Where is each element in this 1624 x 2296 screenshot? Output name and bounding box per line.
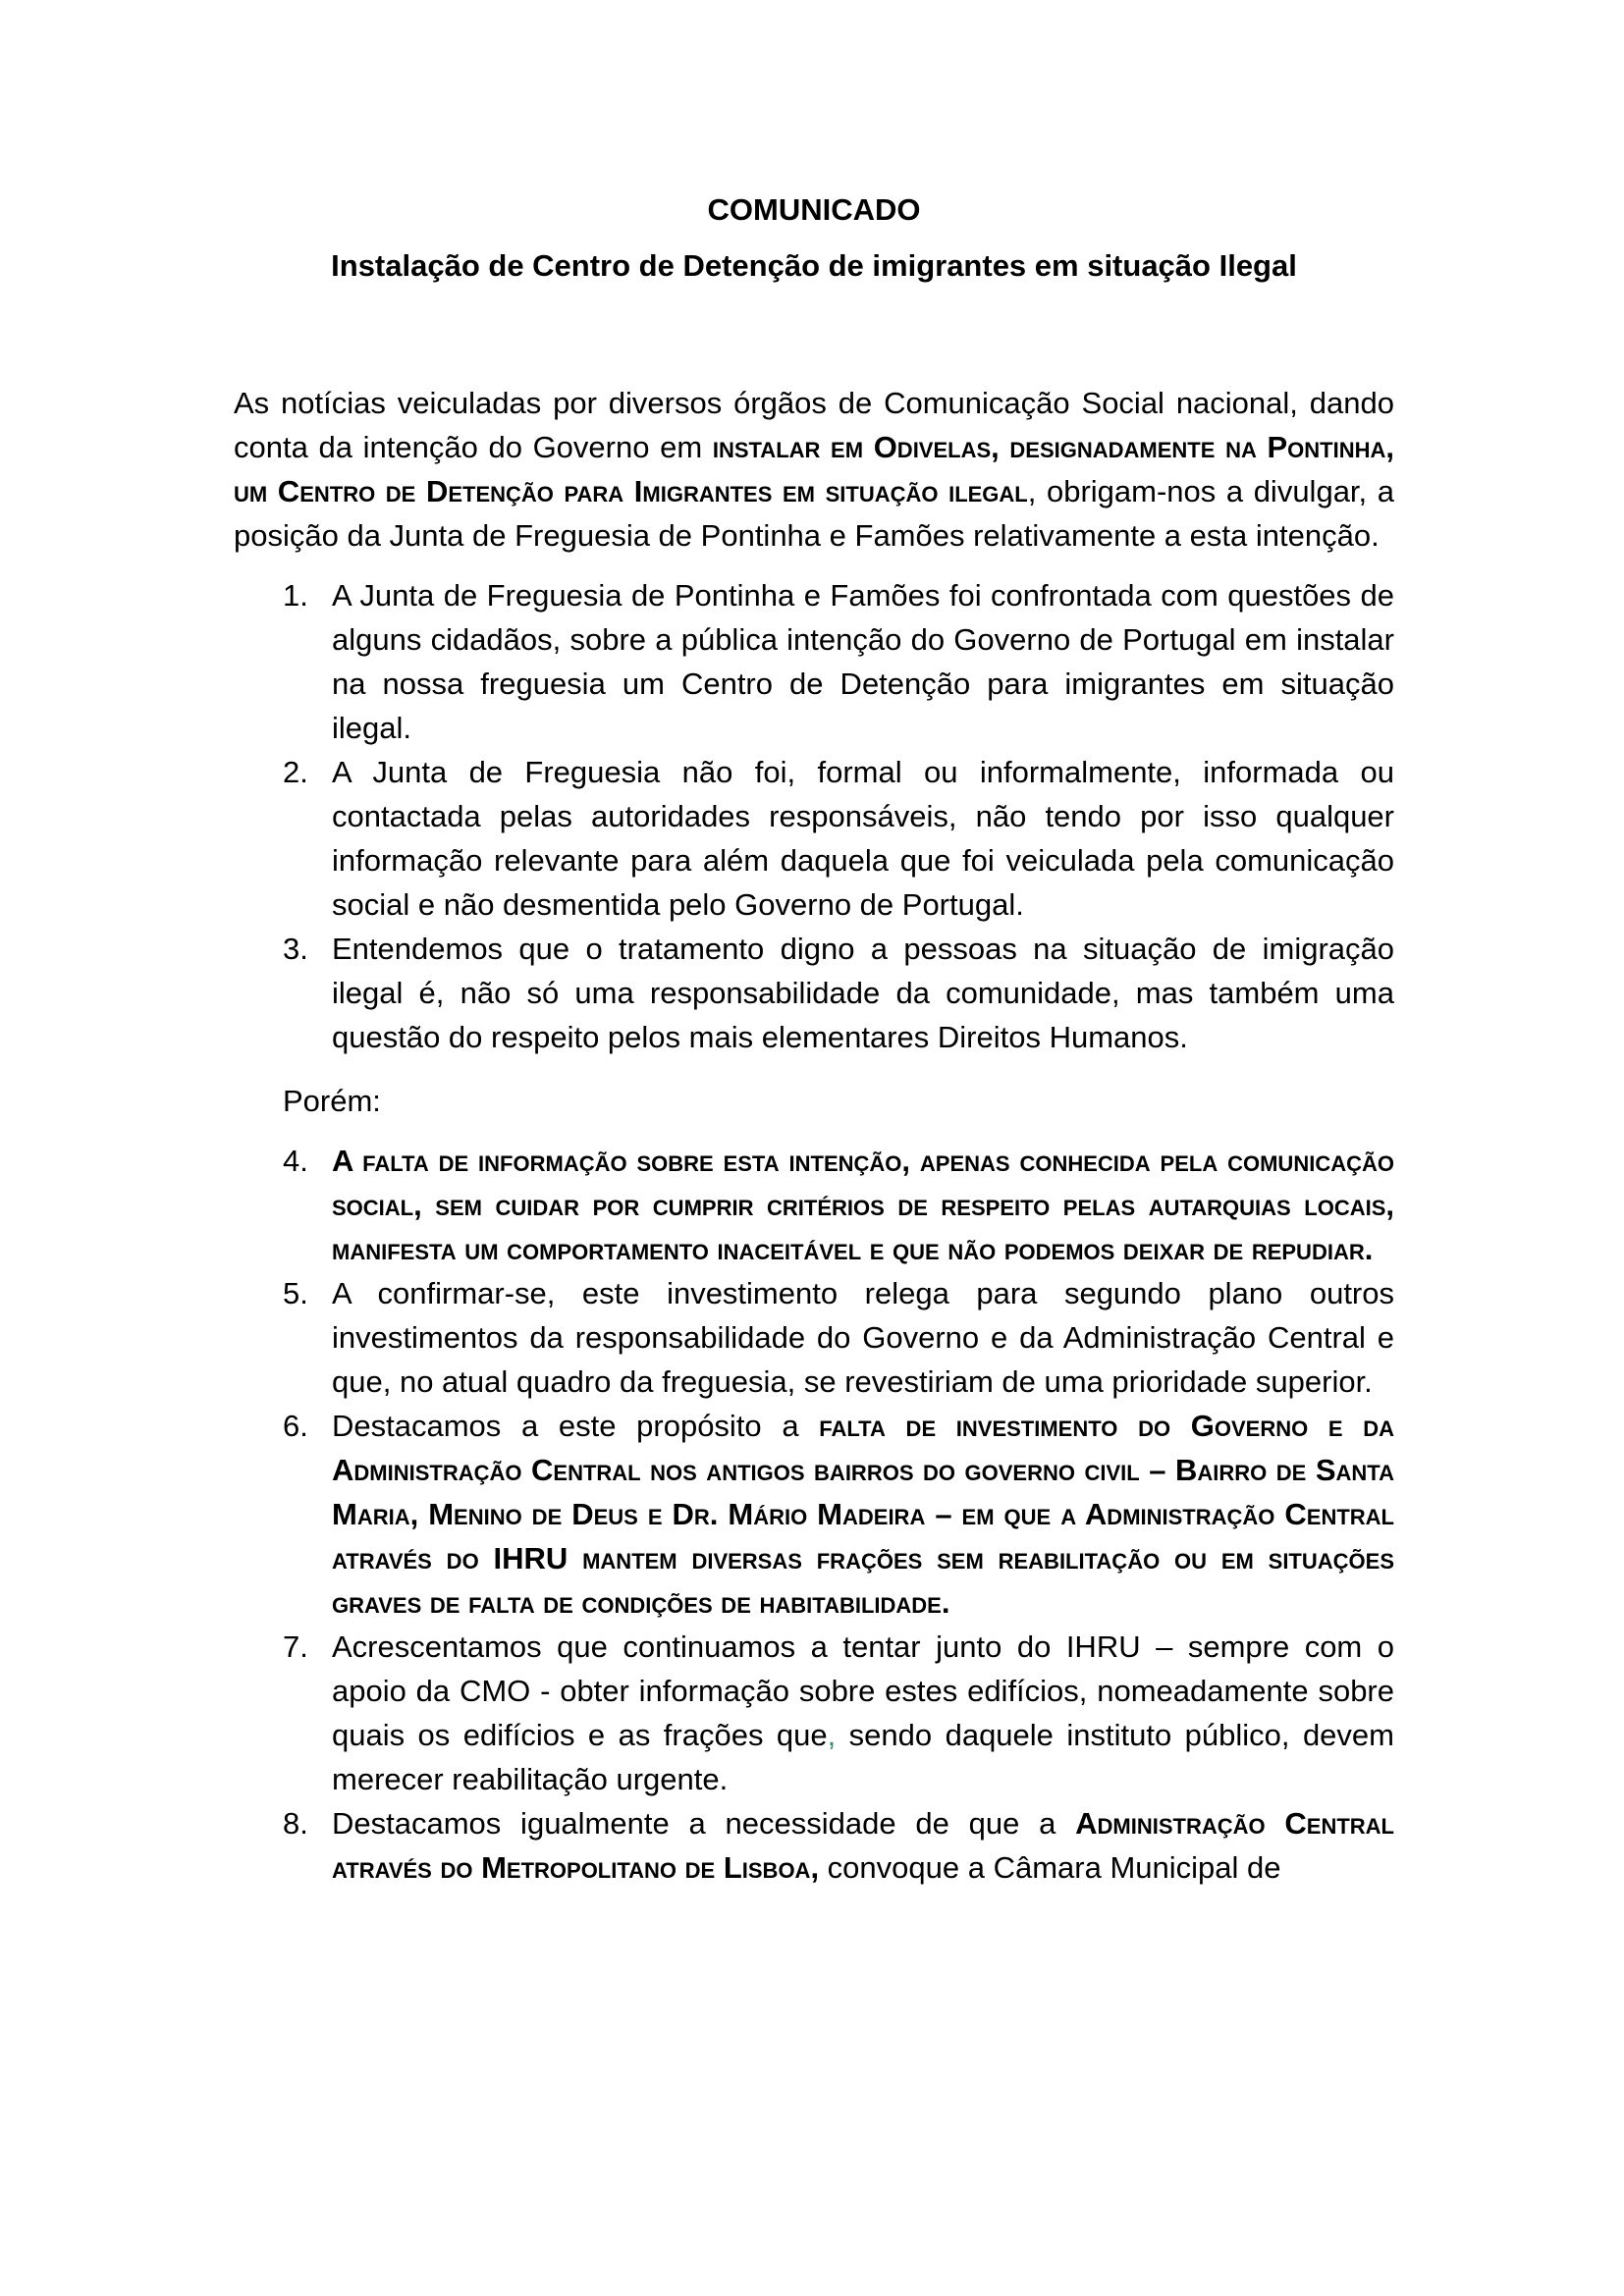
numbered-list-first bbox=[234, 573, 1394, 1059]
list-item-number: 1. bbox=[283, 578, 308, 613]
list-item-text: A Junta de Freguesia de Pontinha e Famões foi confrontada com questões de alguns cidadãos, sobre a pública intenção do Governo de Portugal em instalar na nossa freguesia um Centro de Detenção para imigrantes em situação ilegal. bbox=[332, 578, 1394, 745]
list-item bbox=[234, 1625, 1394, 1801]
list-item-comma: , bbox=[827, 1718, 837, 1752]
list-item-number: 8. bbox=[283, 1806, 308, 1841]
list-item-number: 4. bbox=[283, 1144, 308, 1178]
document-title: COMUNICADO bbox=[707, 192, 921, 227]
list-item-number: 6. bbox=[283, 1409, 308, 1443]
list-item-emphasis: A falta de informação sobre esta intenção, apenas conhecida pela comunicação social, sem cuidar por cumprir critérios de respeito pelas autarquias locais, manifesta um comportamento inaceitável e que não podemos deixar de repudiar. bbox=[332, 1144, 1394, 1266]
list-item-emphasis: falta de investimento do Governo e da Administração Central nos antigos bairros do governo civil – Bairro de Santa Maria, Menino de Deus e Dr. Mário Madeira – em que a Administração Central através do IHRU mantem diversas frações sem reabilitação ou em situações graves de falta de condições de habitabilidade. bbox=[332, 1409, 1395, 1620]
list-item-text-after: convoque a Câmara Municipal de bbox=[819, 1850, 1281, 1885]
porem-label: Porém: bbox=[283, 1084, 381, 1118]
intro-emphasis: instalar em Odivelas, designadamente na Pontinha, um Centro de Detenção para Imigrantes em situação ilegal bbox=[234, 430, 1394, 508]
intro-paragraph bbox=[234, 381, 1394, 558]
list-item-emphasis: Administração Central através do Metropolitano de Lisboa, bbox=[332, 1806, 1394, 1885]
list-item-text: Destacamos a este propósito a bbox=[332, 1409, 820, 1443]
list-item-text-after: sendo daquele instituto público, devem merecer reabilitação urgente. bbox=[332, 1718, 1394, 1796]
list-item bbox=[234, 573, 1394, 750]
list-item-number: 7. bbox=[283, 1629, 308, 1664]
list-item bbox=[234, 927, 1394, 1059]
list-item-text: Acrescentamos que continuamos a tentar junto do IHRU – sempre com o apoio da CMO - obter informação sobre estes edifícios, nomeadamente sobre quais os edifícios e as frações que bbox=[332, 1629, 1394, 1752]
list-item bbox=[234, 750, 1394, 927]
document-page bbox=[234, 191, 1394, 1890]
list-item bbox=[234, 1801, 1394, 1890]
list-item-text: A confirmar-se, este investimento relega para segundo plano outros investimentos da responsabilidade do Governo e da Administração Central e que, no atual quadro da freguesia, se revestiriam de uma prioridade superior. bbox=[332, 1276, 1394, 1399]
list-item-text: Destacamos igualmente a necessidade de que a bbox=[332, 1806, 1076, 1841]
list-item bbox=[234, 1404, 1394, 1625]
intro-text-before: As notícias veiculadas por diversos órgãos de Comunicação Social nacional, dando conta da intenção do Governo em bbox=[234, 386, 1394, 464]
list-item bbox=[234, 1139, 1394, 1271]
list-item bbox=[234, 1271, 1394, 1404]
list-item-text: A Junta de Freguesia não foi, formal ou informalmente, informada ou contactada pelas autoridades responsáveis, não tendo por isso qualquer informação relevante para além daquela que foi veiculada pela comunicação social e não desmentida pelo Governo de Portugal. bbox=[332, 755, 1394, 922]
list-item-number: 3. bbox=[283, 932, 308, 966]
document-subtitle: Instalação de Centro de Detenção de imigrantes em situação Ilegal bbox=[331, 248, 1297, 283]
numbered-list-second bbox=[234, 1139, 1394, 1890]
list-item-text: Entendemos que o tratamento digno a pessoas na situação de imigração ilegal é, não só uma responsabilidade da comunidade, mas também uma questão do respeito pelos mais elementares Direitos Humanos. bbox=[332, 932, 1394, 1054]
list-item-number: 5. bbox=[283, 1276, 308, 1310]
intro-text-after: , obrigam-nos a divulgar, a posição da Junta de Freguesia de Pontinha e Famões relativamente a esta intenção. bbox=[234, 474, 1394, 553]
list-item-number: 2. bbox=[283, 755, 308, 789]
